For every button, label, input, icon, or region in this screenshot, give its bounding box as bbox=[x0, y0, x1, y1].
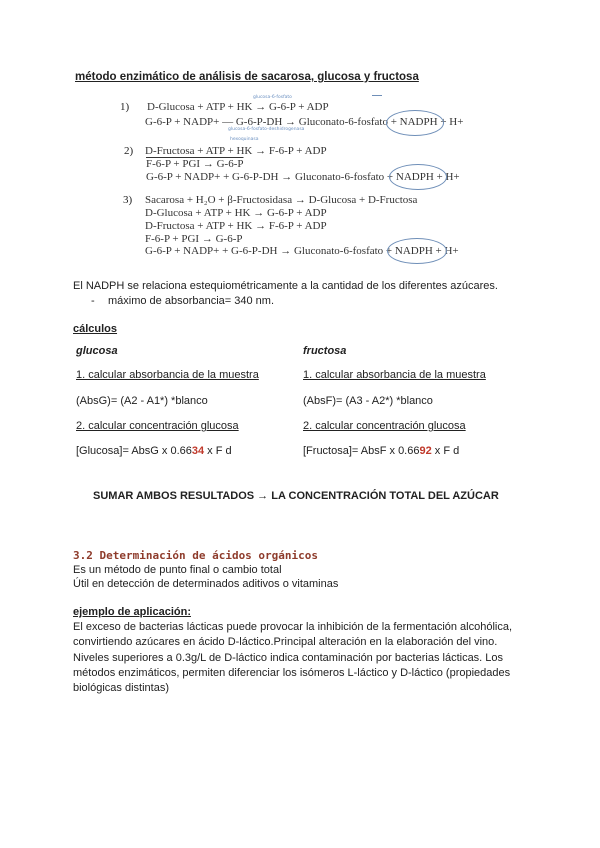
paragraph-2-line-3: biológicas distintas) bbox=[73, 682, 169, 694]
nadph-relation-text: El NADPH se relaciona estequiométricamente a la cantidad de los diferentes azúcares. bbox=[73, 280, 498, 292]
nadph-circle-1 bbox=[386, 110, 444, 136]
reaction-1-handwritten-enzyme-note: glucosa-6-fosfato-deshidrogenasa bbox=[228, 127, 305, 132]
reaction-1-line-2: G-6-P + NADP+ — G-6-P-DH → Gluconato-6-fosfato + NADPH + H+ bbox=[145, 116, 464, 128]
calculos-heading: cálculos bbox=[73, 323, 118, 335]
section-line-2: Útil en detección de determinados aditivos o vitaminas bbox=[73, 578, 339, 590]
reaction-3-number: 3) bbox=[123, 194, 133, 206]
reaction-3-line-4: F-6-P + PGI → G-6-P bbox=[145, 233, 243, 245]
paragraph-2-line-1: Niveles superiores a 0.3g/L de D-láctico indica contaminación por bacterias lácticas. Los bbox=[73, 652, 504, 664]
fructosa-step-2: 2. calcular concentración glucosa bbox=[303, 420, 466, 432]
paragraph-1-line-1: El exceso de bacterias lácticas puede provocar la inhibición de la fermentación alcohólica, bbox=[73, 621, 513, 633]
fructosa-formula-2: [Fructosa]= AbsF x 0.6692 x F d bbox=[303, 445, 460, 457]
fructosa-heading: fructosa bbox=[303, 345, 347, 357]
glucosa-step-2: 2. calcular concentración glucosa bbox=[76, 420, 239, 432]
reaction-2-line-2: F-6-P + PGI → G-6-P bbox=[146, 158, 244, 170]
section-line-1: Es un método de punto final o cambio total bbox=[73, 564, 282, 576]
reaction-2-line-1: D-Fructosa + ATP + HK → F-6-P + ADP bbox=[145, 145, 327, 157]
nadph-circle-2 bbox=[389, 164, 447, 190]
section-title: 3.2 Determinación de ácidos orgánicos bbox=[73, 549, 319, 562]
reaction-1-number: 1) bbox=[120, 101, 130, 113]
glucosa-heading: glucosa bbox=[76, 345, 118, 357]
reaction-2-handwritten-note: hexoquinasa bbox=[230, 137, 259, 142]
glucosa-step-1: 1. calcular absorbancia de la muestra bbox=[76, 369, 259, 381]
reaction-3-line-5: G-6-P + NADP+ + G-6-P-DH → Gluconato-6-fosfato + NADPH + H+ bbox=[145, 245, 459, 257]
paragraph-1-line-2: convirtiendo azúcares en ácido D-láctico.Principal alteración en la elaboración del vino. bbox=[73, 636, 498, 648]
nadph-circle-3 bbox=[387, 238, 447, 264]
sumar-resultados-text: SUMAR AMBOS RESULTADOS → LA CONCENTRACIÓN TOTAL DEL AZÚCAR bbox=[93, 490, 499, 502]
reaction-3-line-1: Sacarosa + H₂O + β-Fructosidasa → D-Glucosa + D-Fructosa bbox=[145, 194, 418, 206]
page-title: método enzimático de análisis de sacarosa, glucosa y fructosa bbox=[75, 71, 419, 83]
reaction-3-line-2: D-Glucosa + ATP + HK → G-6-P + ADP bbox=[145, 207, 327, 219]
paragraph-2-line-2: métodos enzimáticos, permiten diferenciar los isómeros L-láctico y D-láctico (propiedades bbox=[73, 667, 511, 679]
bullet-dash: - bbox=[91, 295, 95, 307]
reaction-1-handwritten-note: glucosa-6-fosfato bbox=[253, 95, 292, 100]
reaction-2-number: 2) bbox=[124, 145, 134, 157]
absorbance-max-text: máximo de absorbancia= 340 nm. bbox=[108, 295, 275, 307]
example-heading: ejemplo de aplicación: bbox=[73, 606, 191, 618]
glucosa-formula-1: (AbsG)= (A2 - A1*) *blanco bbox=[76, 395, 208, 407]
fructosa-step-1: 1. calcular absorbancia de la muestra bbox=[303, 369, 486, 381]
reaction-1-line-1: D-Glucosa + ATP + HK → G-6-P + ADP bbox=[147, 101, 329, 113]
reaction-2-line-3: G-6-P + NADP+ + G-6-P-DH → Gluconato-6-fosfato + NADPH + H+ bbox=[146, 171, 460, 183]
pen-mark bbox=[372, 92, 382, 96]
fructosa-formula-1: (AbsF)= (A3 - A2*) *blanco bbox=[303, 395, 433, 407]
glucosa-formula-2: [Glucosa]= AbsG x 0.6634 x F d bbox=[76, 445, 232, 457]
reaction-3-line-3: D-Fructosa + ATP + HK → F-6-P + ADP bbox=[145, 220, 327, 232]
